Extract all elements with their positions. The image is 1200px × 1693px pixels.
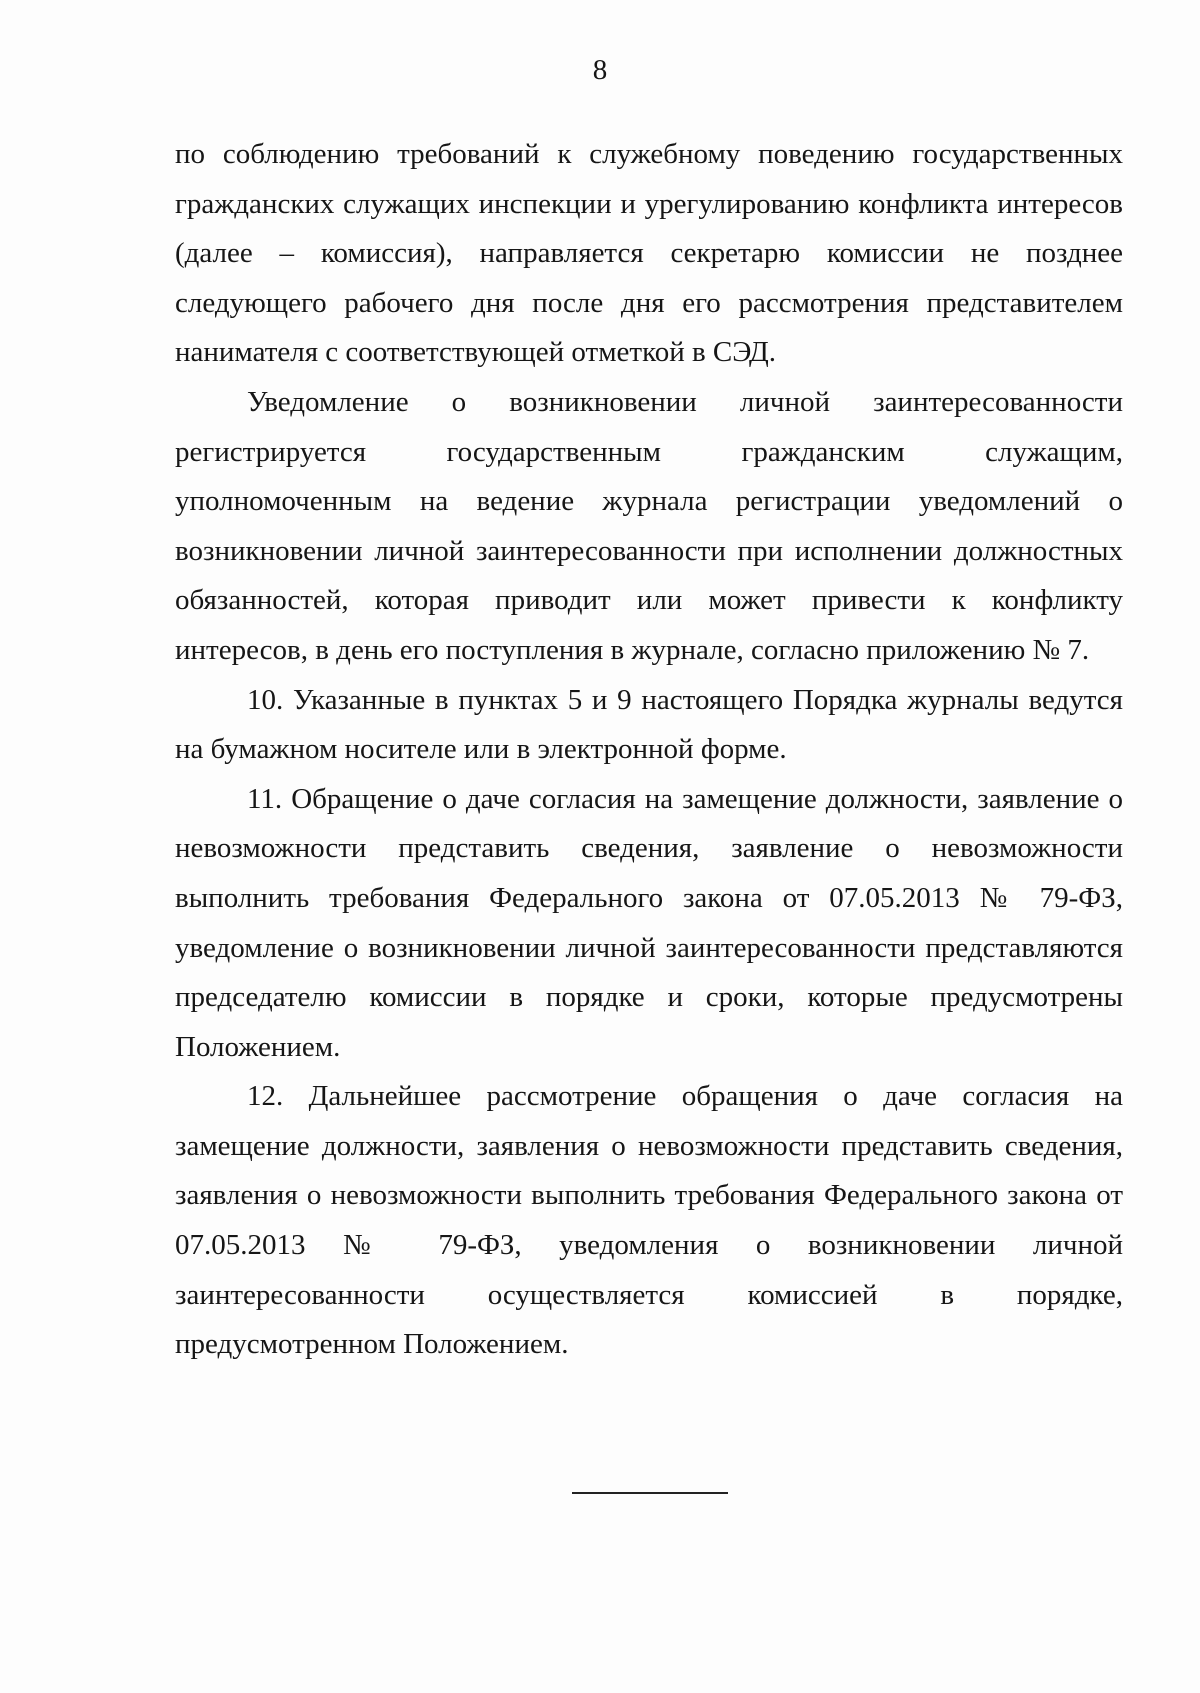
- paragraph-item-10: 10. Указанные в пунктах 5 и 9 настоящего Порядка журналы ведутся на бумажном носителе или в электронной форме.: [175, 683, 1123, 766]
- closing-divider: [572, 1492, 728, 1494]
- paragraph-continuation: по соблюдению требований к служебному поведению государственных гражданских служащих инспекции и урегулированию конфликта интересов (далее – комиссия), направляется секретарю комиссии не позднее следующего рабочего дня после дня его рассмотрения представителем нанимателя с соответствующей отметкой в СЭД.: [175, 138, 1123, 369]
- document-body: [175, 130, 1123, 1370]
- page-number: 8: [592, 54, 608, 86]
- paragraph-item-11: 11. Обращение о даче согласия на замещение должности, заявление о невозможности представить сведения, заявление о невозможности выполнить требования Федерального закона от 07.05.2013 № 79-ФЗ, уведомление о возникновении личной заинтересованности представляются председателю комиссии в порядке и сроки, которые предусмотрены Положением.: [175, 782, 1123, 1063]
- paragraph-notification-registration: Уведомление о возникновении личной заинтересованности регистрируется государственным гражданским служащим, уполномоченным на ведение журнала регистрации уведомлений о возникновении личной заинтересованности при исполнении должностных обязанностей, которая приводит или может привести к конфликту интересов, в день его поступления в журнале, согласно приложению № 7.: [175, 385, 1123, 666]
- paragraph-item-12: 12. Дальнейшее рассмотрение обращения о даче согласия на замещение должности, заявления о невозможности представить сведения, заявления о невозможности выполнить требования Федерального закона от 07.05.2013 № 79-ФЗ, уведомления о возникновении личной заинтересованности осуществляется комиссией в порядке, предусмотренном Положением.: [175, 1080, 1123, 1361]
